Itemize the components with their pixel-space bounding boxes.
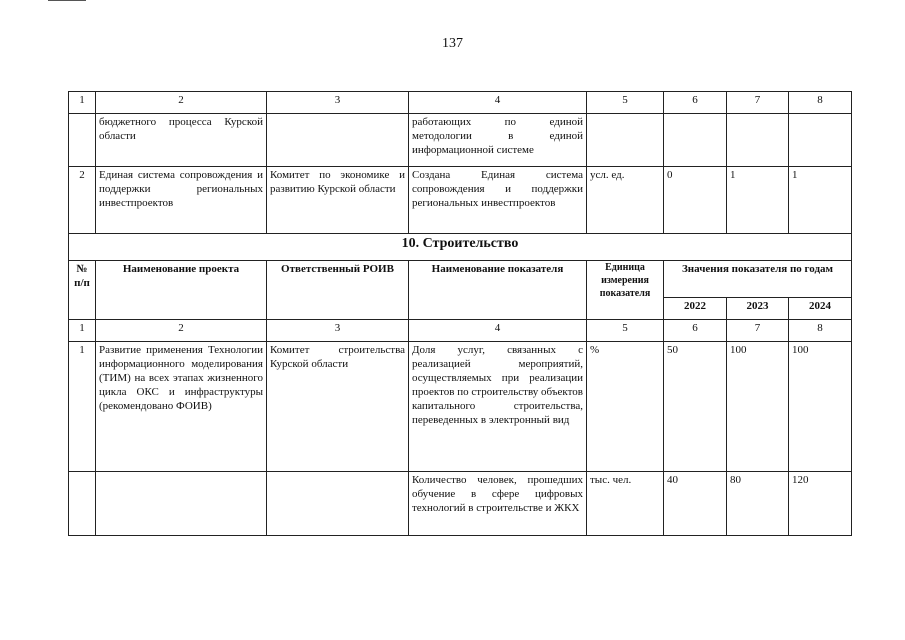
project-name-cell: Развитие применения Технологии информационного моделирования (ТИМ) на всех этапах жизненного цикла ОКС и инфраструктуры (рекомендовано ФОИВ) <box>96 342 267 472</box>
indicator-name-cell: Количество человек, прошедших обучение в сфере цифровых технологий в строительстве и ЖКХ <box>409 472 587 536</box>
unit-cell: тыс. чел. <box>587 472 664 536</box>
header-unit: Единица измерения показателя <box>587 261 664 320</box>
header-year-2023: 2023 <box>727 298 789 320</box>
column-index-row <box>69 92 852 114</box>
row-number-cell: 1 <box>69 342 96 472</box>
roiv-cell: Комитет строительства Курской области <box>267 342 409 472</box>
indicators-table <box>68 91 852 536</box>
project-name-cell: бюджетного процесса Курской области <box>96 114 267 167</box>
value-2023-cell: 100 <box>727 342 789 472</box>
col-index-cell: 7 <box>727 320 789 342</box>
col-index-cell: 1 <box>69 320 96 342</box>
col-index-cell: 8 <box>789 320 852 342</box>
section-title: 10. Строительство <box>69 234 852 261</box>
col-index-cell: 4 <box>409 92 587 114</box>
col-index-cell: 3 <box>267 92 409 114</box>
col-index-cell: 6 <box>664 320 727 342</box>
unit-cell: усл. ед. <box>587 167 664 234</box>
indicator-name-cell: работающих по единой методологии в единой информационной системе <box>409 114 587 167</box>
value-2022-cell: 0 <box>664 167 727 234</box>
header-num: № п/п <box>69 261 96 320</box>
unit-cell: % <box>587 342 664 472</box>
section-row <box>69 234 852 261</box>
header-rule <box>48 0 86 1</box>
table-row-continued <box>69 114 852 167</box>
col-index-cell: 4 <box>409 320 587 342</box>
value-2022-cell: 40 <box>664 472 727 536</box>
value-2023-cell: 1 <box>727 167 789 234</box>
table-row <box>69 167 852 234</box>
project-name-cell: Единая система сопровождения и поддержки региональных инвестпроектов <box>96 167 267 234</box>
indicator-name-cell: Доля услуг, связанных с реализацией мероприятий, осуществляемых при реализации проектов по строительству объектов капитального строительства, переведенных в электронный вид <box>409 342 587 472</box>
header-year-2022: 2022 <box>664 298 727 320</box>
col-index-cell: 5 <box>587 320 664 342</box>
col-index-cell: 8 <box>789 92 852 114</box>
table-row <box>69 472 852 536</box>
col-index-cell: 3 <box>267 320 409 342</box>
header-year-2024: 2024 <box>789 298 852 320</box>
col-index-cell: 2 <box>96 320 267 342</box>
header-project: Наименование проекта <box>96 261 267 320</box>
col-index-cell: 5 <box>587 92 664 114</box>
value-2022-cell: 50 <box>664 342 727 472</box>
value-2024-cell: 1 <box>789 167 852 234</box>
page-number: 137 <box>442 36 463 51</box>
roiv-cell: Комитет по экономике и развитию Курской области <box>267 167 409 234</box>
header-row <box>69 261 852 298</box>
table-row <box>69 342 852 472</box>
column-index-row <box>69 320 852 342</box>
indicator-name-cell: Создана Единая система сопровождения и поддержки региональных инвестпроектов <box>409 167 587 234</box>
col-index-cell: 2 <box>96 92 267 114</box>
row-number-cell: 2 <box>69 167 96 234</box>
col-index-cell: 7 <box>727 92 789 114</box>
value-2024-cell: 120 <box>789 472 852 536</box>
header-roiv: Ответственный РОИВ <box>267 261 409 320</box>
value-2024-cell: 100 <box>789 342 852 472</box>
header-indicator: Наименование показателя <box>409 261 587 320</box>
col-index-cell: 6 <box>664 92 727 114</box>
col-index-cell: 1 <box>69 92 96 114</box>
value-2023-cell: 80 <box>727 472 789 536</box>
header-values: Значения показателя по годам <box>664 261 852 298</box>
